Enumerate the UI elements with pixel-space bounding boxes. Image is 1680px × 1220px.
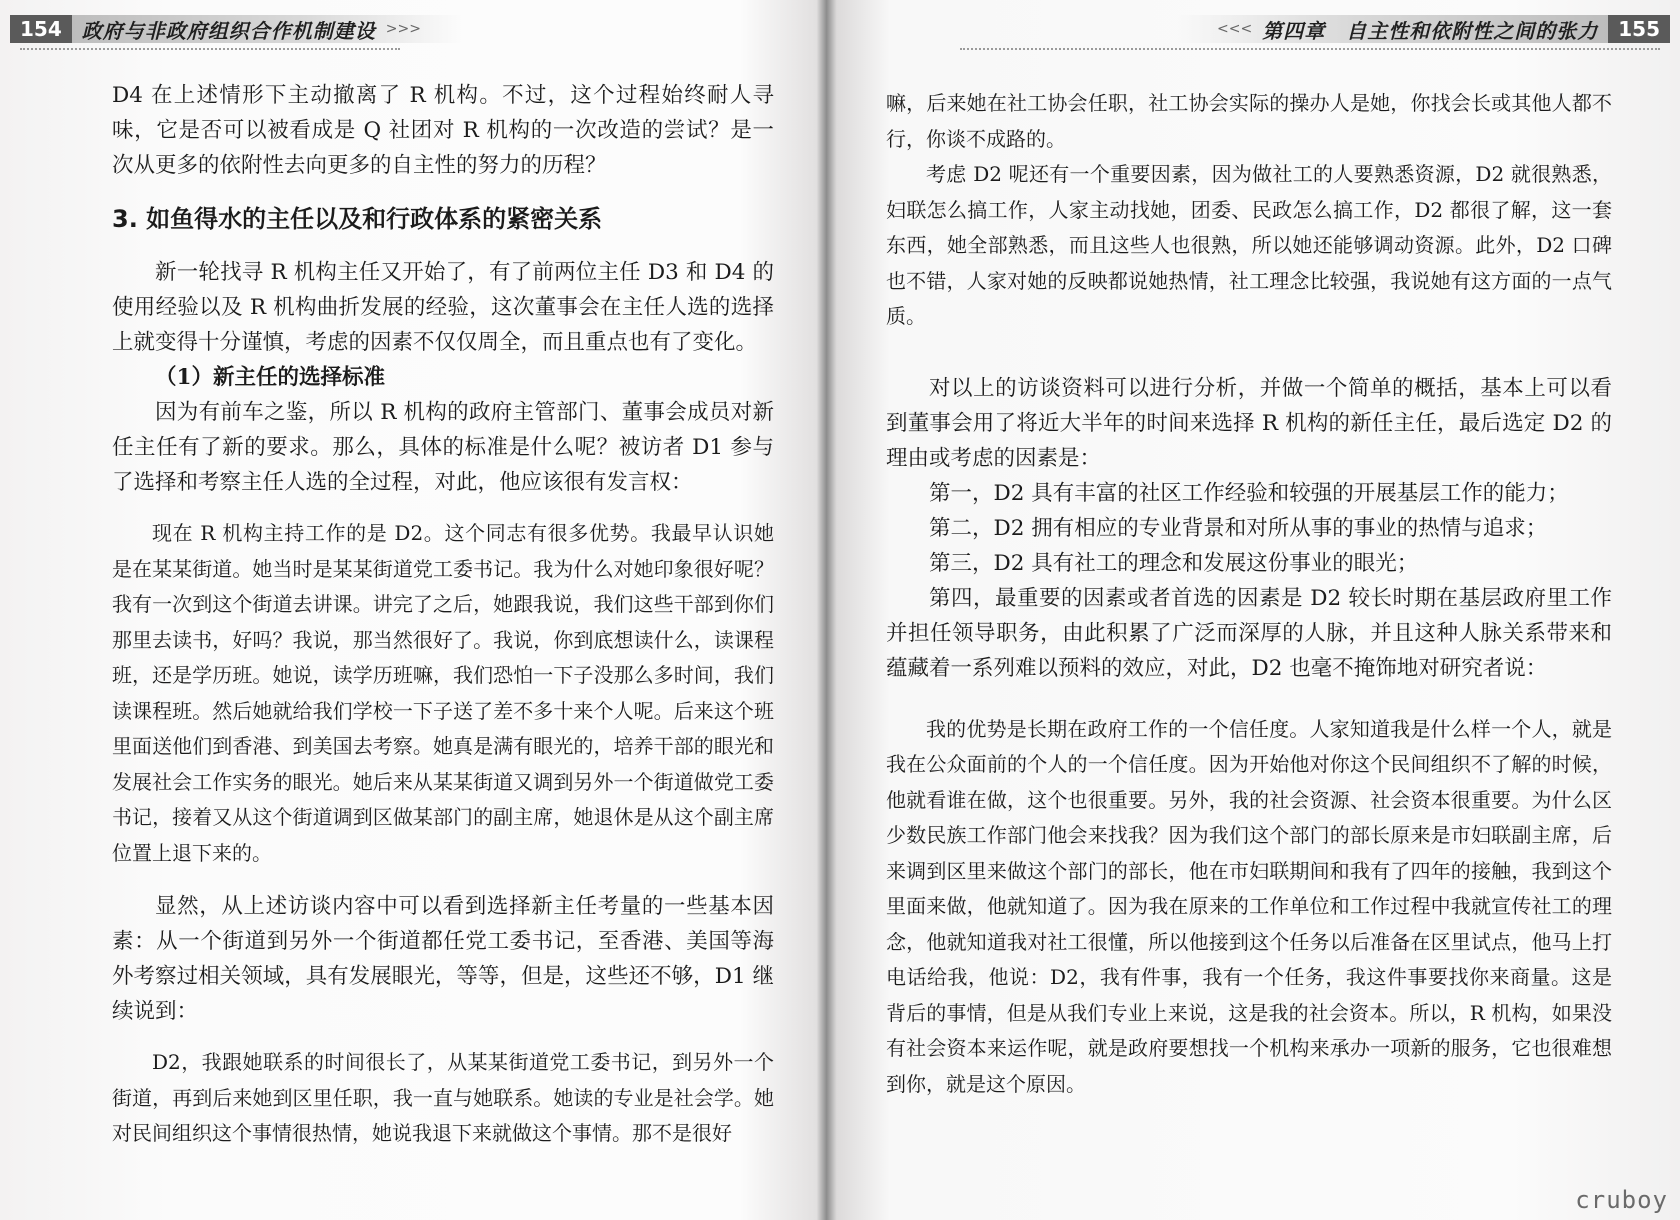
header-rule — [960, 48, 1660, 50]
list-item: 第四，最重要的因素或者首选的因素是 D2 较长时期在基层政府里工作并担任领导职务，由此积累了广泛而深厚的人脉，并且这种人脉关系带来和蕴藏着一系列难以预料的效应，对此，D2 也毫不掩饰地对研究者说： — [886, 585, 1612, 681]
section-heading: 3. 如鱼得水的主任以及和行政体系的紧密关系 — [112, 205, 603, 233]
interview-quote — [112, 516, 774, 871]
spacer — [886, 353, 1612, 371]
subheading: （1）新主任的选择标准 — [155, 365, 385, 390]
watermark: cruboy — [1575, 1186, 1668, 1214]
list-item: 第一，D2 具有丰富的社区工作经验和较强的开展基层工作的能力； — [929, 480, 1569, 506]
paragraph: 对以上的访谈资料可以进行分析，并做一个简单的概括，基本上可以看到董事会用了将近大半年的时间来选择 R 机构的新任主任，最后选定 D2 的理由或考虑的因素是： — [886, 375, 1612, 471]
running-title: 政府与非政府组织合作机制建设 — [81, 18, 376, 43]
interview-quote — [886, 712, 1612, 1103]
header-arrows: <<< — [1217, 21, 1253, 37]
header-arrows: >>> — [385, 21, 421, 37]
page-number: 154 — [10, 15, 72, 43]
paragraph: 新一轮找寻 R 机构主任又开始了，有了前两位主任 D3 和 D4 的使用经验以及 R 机构曲折发展的经验，这次董事会在主任人选的选择上就变得十分谨慎，考虑的因素不仅仅周全，而且重点也有了变化。 — [112, 260, 774, 355]
quote-text: 考虑 D2 呢还有一个重要因素，因为做社工的人要熟悉资源，D2 就很熟悉，妇联怎么搞工作，人家主动找她，团委、民政怎么搞工作，D2 都很了解，这一套东西，她全部熟悉，而且这些人也很熟，所以她还能够调动资源。此外，D2 口碑也不错，人家对她的反映都说她热情，社工理念比较强，我说她有这方面的一点气质。 — [886, 162, 1612, 328]
quote-text: 我的优势是长期在政府工作的一个信任度。人家知道我是什么样一个人，就是我在公众面前的个人的一个信任度。因为开始他对你这个民间组织不了解的时候，他就看谁在做，这个也很重要。另外，我的社会资源、社会资本很重要。为什么区少数民族工作部门他会来找我？因为我们这个部门的部长原来是市妇联副主席，后来调到区里来做这个部门的部长，他在市妇联期间和我有了四年的接触，我到这个里面来做，他就知道了。因为我在原来的工作单位和工作过程中我就宣传社工的理念，他就知道我对社工很懂，所以他接到这个任务以后准备在区里试点，他马上打电话给我，他说：D2，我有件事，我有一个任务，我这件事要找你来商量。这是背后的事情，但是从我们专业上来说，这是我的社会资本。所以，R 机构，如果没有社会资本来运作呢，就是政府要想找一个机构来承办一项新的服务，它也很难想到你，就是这个原因。 — [886, 716, 1612, 1096]
header-rule — [20, 48, 400, 50]
header-band — [1177, 15, 1608, 43]
quote-text: 现在 R 机构主持工作的是 D2。这个同志有很多优势。我最早认识她是在某某街道。她当时是某某街道党工委书记。我为什么对她印象很好呢？我有一次到这个街道去讲课。讲完了之后，她跟我说，我们这些干部到你们那里去读书，好吗？我说，那当然很好了。我说，你到底想读什么，读课程班，还是学历班。她说，读学历班嘛，我们恐怕一下子没那么多时间，我们读课程班。然后她就给我们学校一下子送了差不多十来个人呢。后来这个班里面送他们到香港、到美国去考察。她真是满有眼光的，培养干部的眼光和发展社会工作实务的眼光。她后来从某某街道又调到另外一个街道做党工委书记，接着又从这个街道调到区做某部门的副主席，她退休是从这个副主席位置上退下来的。 — [112, 521, 774, 865]
paragraph: 因为有前车之鉴，所以 R 机构的政府主管部门、董事会成员对新任主任有了新的要求。那么，具体的标准是什么呢？被访者 D1 参与了选择和考察主任人选的全过程，对此，他应该很有发言权： — [112, 400, 774, 495]
header-band — [72, 15, 461, 43]
page-number: 155 — [1608, 15, 1670, 43]
interview-quote — [886, 86, 1612, 335]
left-page — [0, 0, 820, 1220]
left-body — [112, 78, 774, 1170]
paragraph: 显然，从上述访谈内容中可以看到选择新主任考量的一些基本因素：从一个街道到另外一个街道都任党工委书记，至香港、美国等海外考察过相关领域，具有发展眼光，等等，但是，这些还不够，D1 继续说到： — [112, 894, 774, 1024]
left-header — [10, 14, 800, 44]
paragraph: D4 在上述情形下主动撤离了 R 机构。不过，这个过程始终耐人寻味，它是否可以被看成是 Q 社团对 R 机构的一次改造的尝试？是一次从更多的依附性去向更多的自主性的努力的历程？ — [112, 83, 774, 178]
interview-quote — [112, 1045, 774, 1152]
chapter-title: 第四章 自主性和依附性之间的张力 — [1262, 18, 1599, 43]
right-body — [886, 86, 1612, 1120]
quote-text: 嘛，后来她在社工协会任职，社工协会实际的操办人是她，你找会长或其他人都不行，你谈不成路的。 — [886, 91, 1612, 151]
quote-text: D2，我跟她联系的时间很长了，从某某街道党工委书记，到另外一个街道，再到后来她到区里任职，我一直与她联系。她读的专业是社会学。她对民间组织这个事情很热情，她说我退下来就做这个事情。那不是很好 — [112, 1050, 774, 1145]
right-page — [820, 0, 1680, 1220]
right-header — [910, 14, 1670, 44]
list-item: 第三，D2 具有社工的理念和发展这份事业的眼光； — [929, 550, 1419, 576]
list-item: 第二，D2 拥有相应的专业背景和对所从事的事业的热情与追求； — [929, 515, 1548, 541]
